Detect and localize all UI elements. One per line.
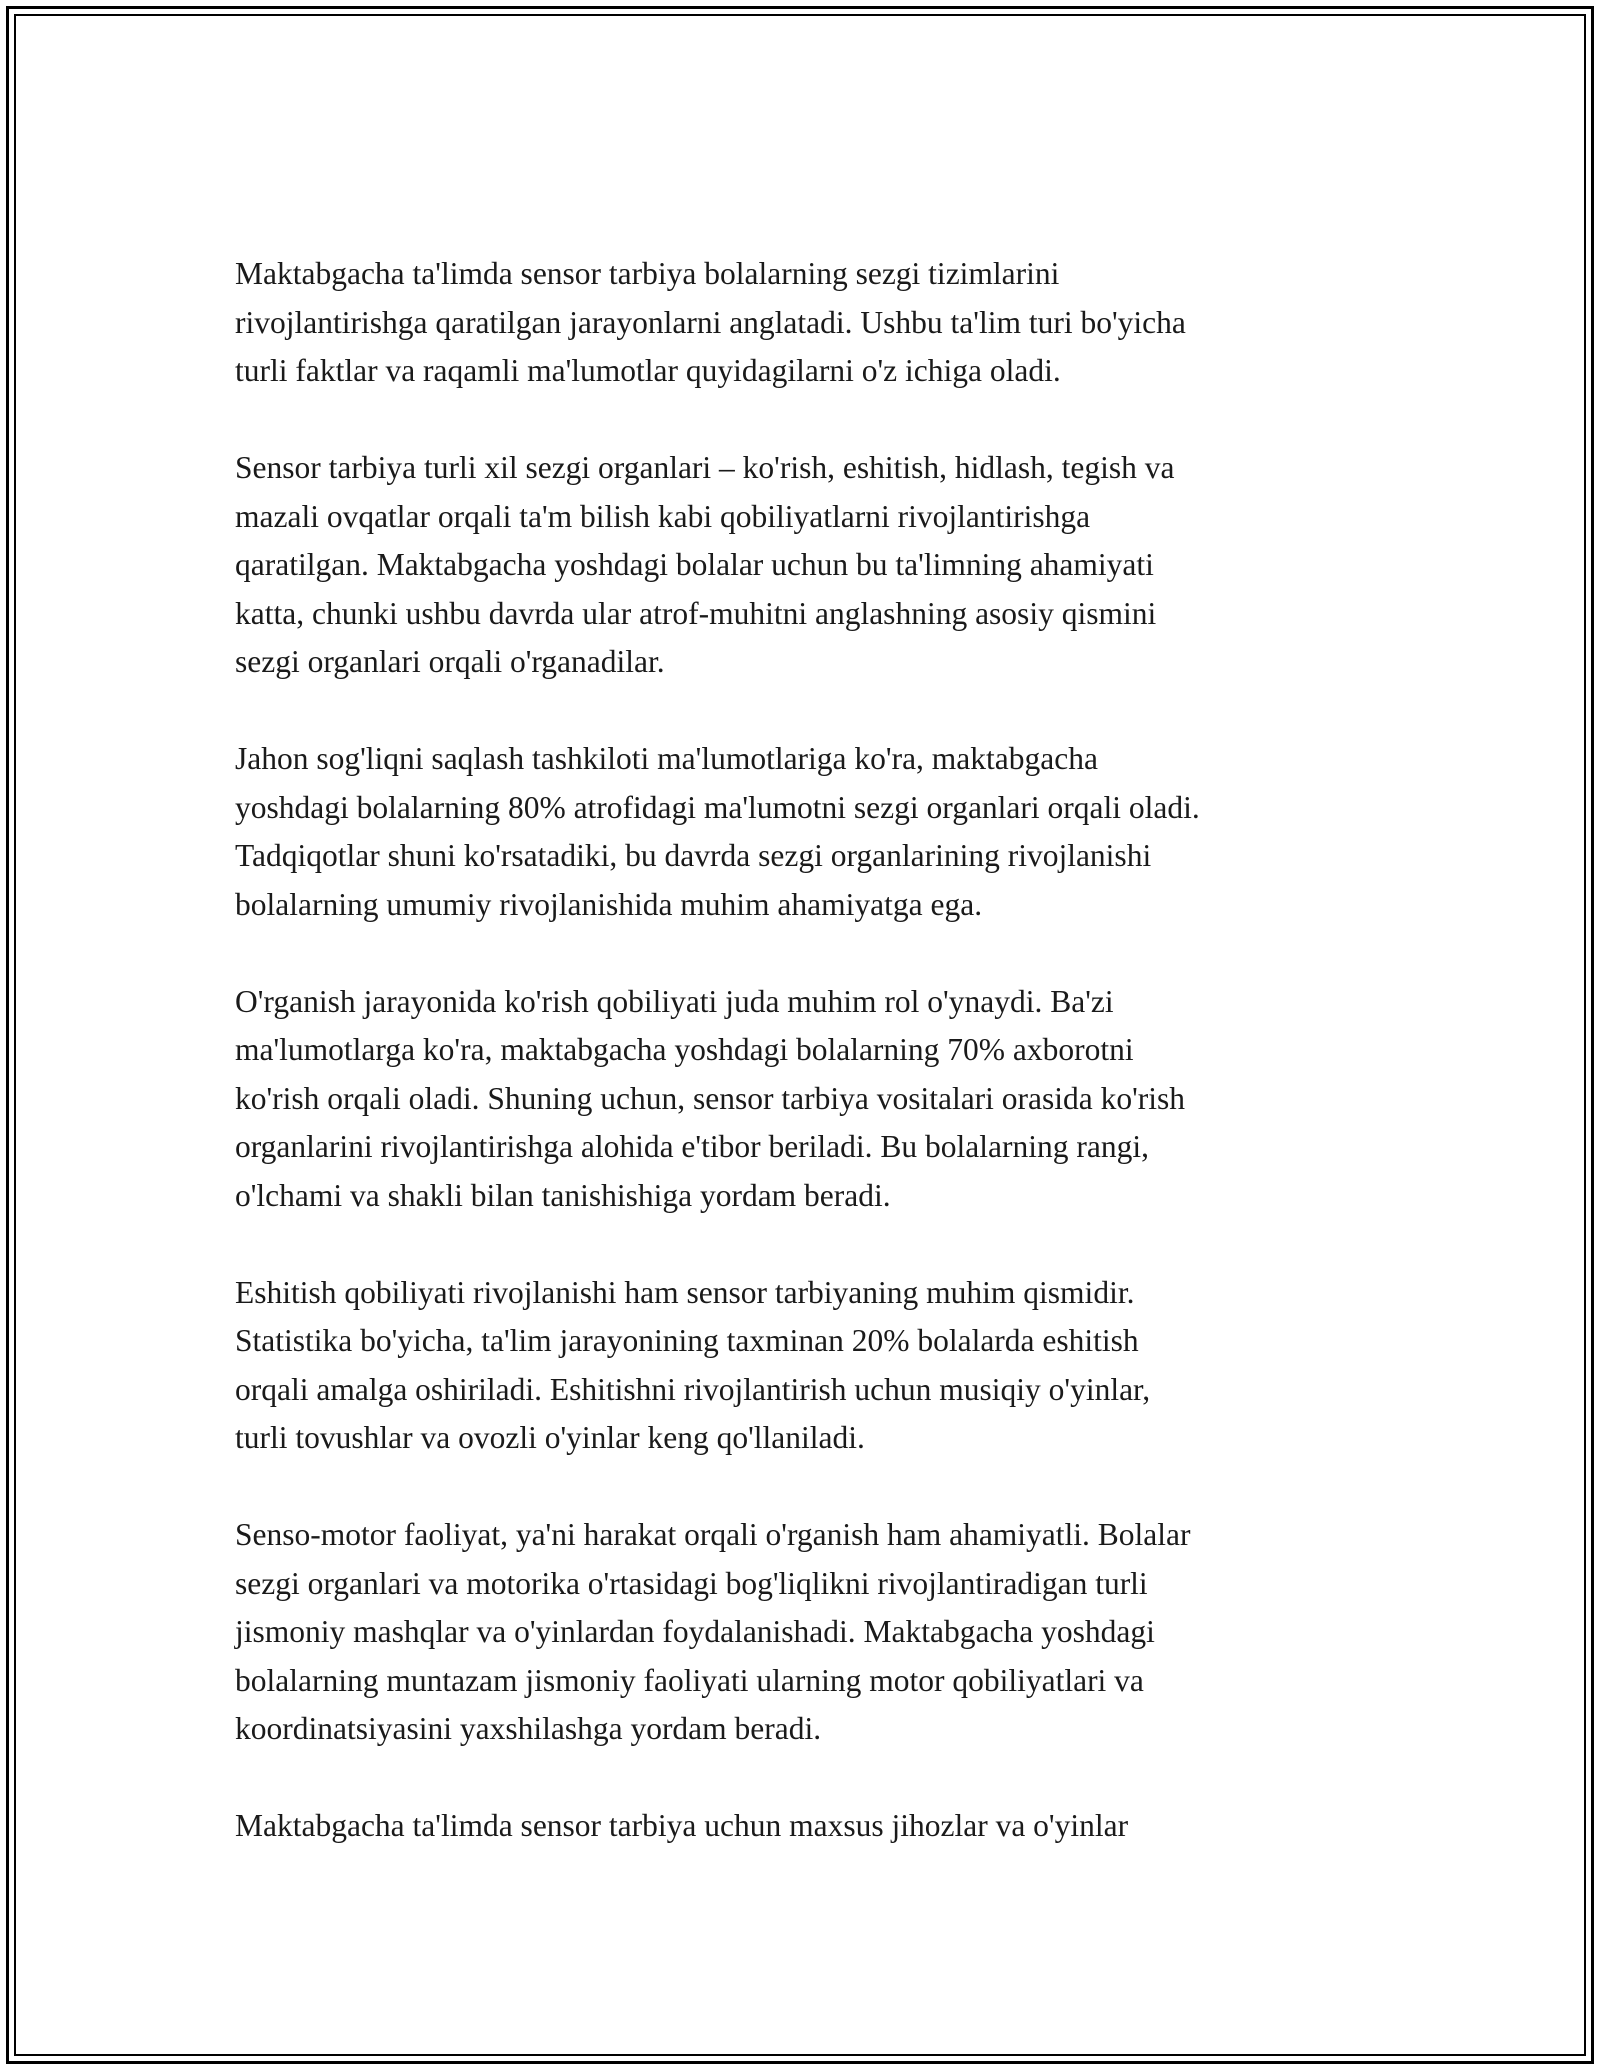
paragraph-sensor-organs: Sensor tarbiya turli xil sezgi organlari – ko'rish, eshitish, hidlash, tegish va mazali ovqatlar orqali ta'm bilish kabi qobiliyatlarni rivojlantirishga qaratilgan. Maktabgacha yoshdagi bolalar uchun bu ta'limning ahamiyati katta, chunki ushbu davrda ular atrof-muhitni anglashning asosiy qismini sezgi organlari orqali o'rganadilar. <box>235 450 1175 679</box>
paragraph-vision: O'rganish jarayonida ko'rish qobiliyati juda muhim rol o'ynaydi. Ba'zi ma'lumotlarga ko'ra, maktabgacha yoshdagi bolalarning 70% axborotni ko'rish orqali oladi. Shuning uchun, sensor tarbiya vositalari orasida ko'rish organlarini rivojlantirishga alohida e'tibor beriladi. Bu bolalarning rangi, o'lchami va shakli bilan tanishishiga yordam beradi. <box>235 983 1186 1213</box>
paragraph-hearing: Eshitish qobiliyati rivojlanishi ham sensor tarbiyaning muhim qismidir. Statistika bo'yicha, ta'lim jarayonining taxminan 20% bolalarda eshitish orqali amalga oshiriladi. Eshitishni rivojlantirish uchun musiqiy o'yinlar, turli tovushlar va ovozli o'yinlar keng qo'llaniladi. <box>235 1274 1151 1455</box>
paragraph-intro: Maktabgacha ta'limda sensor tarbiya bolalarning sezgi tizimlarini rivojlantirishga qaratilgan jarayonlarni anglatadi. Ushbu ta'lim turi bo'yicha turli faktlar va raqamli ma'lumotlar quyidagilarni o'z ichiga oladi. <box>235 256 1186 388</box>
paragraph-who-statistics: Jahon sog'liqni saqlash tashkiloti ma'lumotlariga ko'ra, maktabgacha yoshdagi bolalarning 80% atrofidagi ma'lumotni sezgi organlari orqali oladi. Tadqiqotlar shuni ko'rsatadiki, bu davrda sezgi organlarining rivojlanishi bolalarning umumiy rivojlanishida muhim ahamiyatga ega. <box>235 741 1200 922</box>
paragraph-senso-motor: Senso-motor faoliyat, ya'ni harakat orqali o'rganish ham ahamiyatli. Bolalar sezgi organlari va motorika o'rtasidagi bog'liqlikni rivojlantiradigan turli jismoniy mashqlar va o'yinlardan foydalanishadi. Maktabgacha yoshdagi bolalarning muntazam jismoniy faoliyati ularning motor qobiliyatlari va koordinatsiyasini yaxshilashga yordam beradi. <box>235 1517 1191 1746</box>
paragraph-equipment: Maktabgacha ta'limda sensor tarbiya uchun maxsus jihozlar va o'yinlar <box>235 1808 1129 1843</box>
document-body <box>235 250 1375 1899</box>
